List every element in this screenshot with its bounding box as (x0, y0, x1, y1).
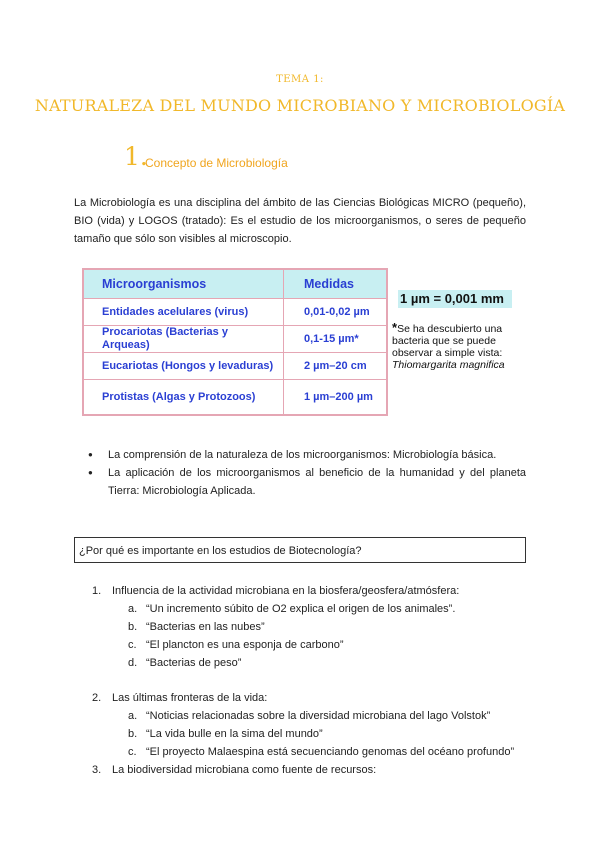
chapter-title: NATURALEZA DEL MUNDO MICROBIANO Y MICROBIOLOGÍA (34, 96, 566, 115)
sub-text: “Bacterias de peso” (146, 657, 242, 669)
table-header-row (83, 269, 387, 299)
sub-letter: b. (128, 621, 138, 633)
table-cell: Eucariotas (Hongos y levaduras) (83, 353, 284, 380)
table-cell: 2 µm–20 cm (284, 353, 388, 380)
sub-letter: d. (128, 657, 138, 669)
sub-letter: c. (128, 746, 137, 758)
sub-text: “Un incremento súbito de O2 explica el origen de los animales”. (146, 603, 456, 615)
list-text: La biodiversidad microbiana como fuente de recursos: (112, 764, 377, 776)
table-cell: 1 µm–200 µm (284, 380, 388, 416)
question-box: ¿Por qué es importante en los estudios de Biotecnología? (74, 537, 526, 563)
note (392, 322, 532, 371)
chapter-label: TEMA 1: (276, 74, 324, 85)
list-item: ● La aplicación de los microorganismos al beneficio de la humanidad y del planeta Tierra: Microbiología Aplicada. (84, 464, 526, 500)
note-asterisk: * (392, 320, 398, 335)
list-text: Las últimas fronteras de la vida: (112, 692, 268, 704)
table-row (83, 326, 387, 353)
table-cell: 0,01-0,02 µm (284, 299, 388, 326)
table-header-cell: Microorganismos (83, 269, 284, 299)
sub-text: “El proyecto Malaespina está secuenciando genomas del océano profundo” (146, 746, 515, 758)
list-item: ● La comprensión de la naturaleza de los microorganismos: Microbiología básica. (84, 446, 526, 464)
note-text: Se ha descubierto una bacteria que se puede observar a simple vista: (392, 323, 503, 359)
section-number: 1. (124, 142, 148, 171)
sub-letter: b. (128, 728, 138, 740)
list-text: Influencia de la actividad microbiana en la biosfera/geosfera/atmósfera: (112, 585, 460, 597)
bullet-list (84, 446, 526, 500)
sub-text: “La vida bulle en la sima del mundo” (146, 728, 323, 740)
table-cell: Protistas (Algas y Protozoos) (83, 380, 284, 416)
table-row (83, 353, 387, 380)
table-row (83, 380, 387, 416)
table-header-cell: Medidas (284, 269, 388, 299)
table-cell: 0,1-15 µm* (284, 326, 388, 353)
table-row (83, 299, 387, 326)
list-number: 1. (92, 585, 102, 597)
table-cell: Entidades acelulares (virus) (83, 299, 284, 326)
table-cell: Procariotas (Bacterias y Arqueas) (83, 326, 284, 353)
note-species: Thiomargarita magnifica (392, 359, 505, 371)
sub-letter: a. (128, 710, 138, 722)
sub-text: “El plancton es una esponja de carbono” (146, 639, 344, 651)
sub-text: “Noticias relacionadas sobre la diversidad microbiana del lago Volstok” (146, 710, 491, 722)
unit-conversion: 1 µm = 0,001 mm (398, 290, 512, 308)
microorganisms-table (82, 268, 388, 416)
list-number: 3. (92, 764, 102, 776)
sub-letter: c. (128, 639, 137, 651)
section-title: Concepto de Microbiología (145, 156, 288, 170)
intro-paragraph: La Microbiología es una disciplina del ámbito de las Ciencias Biológicas MICRO (pequeño), BIO (vida) y LOGOS (tratado): Es el estudio de los microorganismos, o seres de pequeño tamaño que sólo son visibles al microscopio. (74, 197, 526, 245)
sub-text: “Bacterias en las nubes” (146, 621, 265, 633)
sub-letter: a. (128, 603, 138, 615)
list-number: 2. (92, 692, 102, 704)
